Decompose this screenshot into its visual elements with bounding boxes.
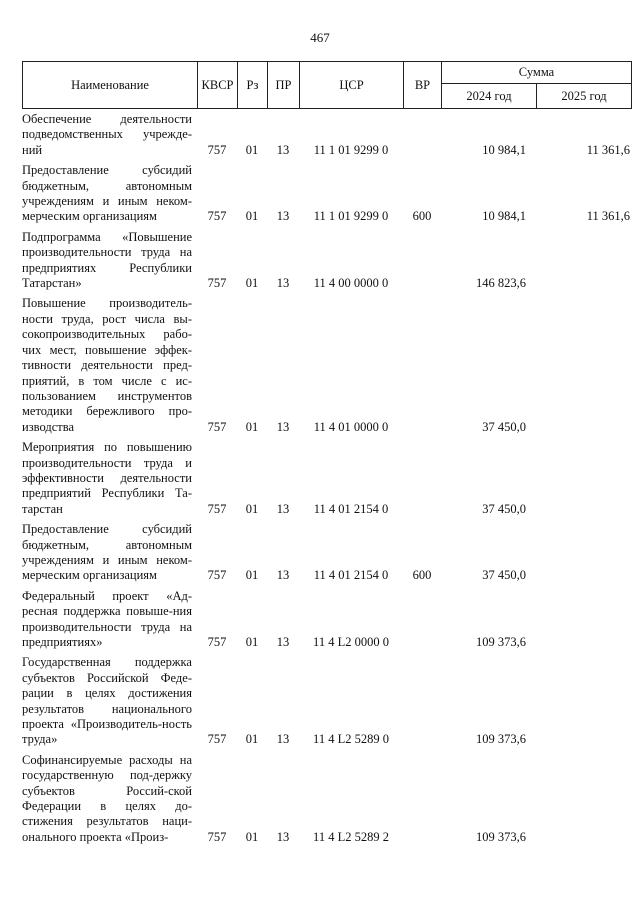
row-sum-2024: 37 450,0 [482,568,526,583]
row-csr: 11 4 L2 5289 0 [313,732,389,747]
row-rz: 01 [245,568,259,583]
row-rz: 01 [245,419,259,434]
row-csr: 11 1 01 9299 0 [313,142,389,157]
row-vr: 600 [412,568,432,583]
row-sum-2024: 109 373,6 [476,635,526,649]
header-vr: ВР [404,62,442,108]
header-name: Наименование [23,62,198,108]
row-sum-2025: 11 361,6 [586,142,630,157]
table-row [22,440,632,517]
row-sum-2024: 37 450,0 [482,419,526,434]
row-kvsr: 757 [207,419,227,434]
row-sum-2024: 109 373,6 [476,829,526,844]
row-csr: 11 4 00 0000 0 [313,276,389,291]
page-number: 467 [310,30,330,45]
row-csr: 11 1 01 9299 0 [313,209,389,224]
row-sum-2024: 10 984,1 [482,142,526,157]
header-rz: Рз [238,62,268,108]
row-rz: 01 [245,829,259,844]
table-row [22,522,632,584]
row-csr: 11 4 01 0000 0 [313,419,389,434]
row-csr: 11 4 L2 5289 2 [313,829,389,844]
table-row [22,753,632,845]
header-year-2025: 2025 год [561,88,607,103]
header-pr: ПР [268,62,300,108]
row-name: Федеральный проект «Ад-ресная поддержка повыше-ния производительности труда на предприятиях» [22,588,192,649]
table-row [22,230,632,292]
row-pr: 13 [276,142,290,157]
row-pr: 13 [276,635,290,649]
row-name: Подпрограмма «Повышение производительности труда на предприятиях Республики Татарстан» [22,229,192,291]
row-kvsr: 757 [207,732,227,747]
row-pr: 13 [276,501,290,516]
row-sum-2025: 11 361,6 [586,209,630,224]
table-row [22,112,632,158]
row-pr: 13 [276,419,290,434]
row-csr: 11 4 L2 0000 0 [313,635,389,649]
row-sum-2024: 37 450,0 [482,501,526,516]
row-rz: 01 [245,501,259,516]
row-name: Предоставление субсидий бюджетным, автономным учреждениям и иным неком-мерческим организациям [22,163,192,224]
row-sum-2024: 109 373,6 [476,732,526,747]
row-kvsr: 757 [207,829,227,844]
row-name: Мероприятия по повышению производительности труда и эффективности деятельности предприятий Республики Та-тарстан [22,440,192,516]
row-kvsr: 757 [207,635,227,649]
row-pr: 13 [276,732,290,747]
row-csr: 11 4 01 2154 0 [313,568,389,583]
table-row [22,589,632,651]
row-kvsr: 757 [207,501,227,516]
header-csr: ЦСР [300,62,404,108]
row-rz: 01 [245,142,259,157]
row-pr: 13 [276,276,290,291]
row-name: Повышение производитель-ности труда, рост числа вы-сокопроизводительных рабо-чих мест, повышение эффек-тивности деятельности пред-приятий, в том числе с ис-пользованием инструментов методики бережливого про-изводства [22,296,192,434]
row-csr: 11 4 01 2154 0 [313,501,389,516]
row-sum-2024: 10 984,1 [482,209,526,224]
row-vr: 600 [412,209,432,224]
header-sum: Сумма [442,62,631,84]
row-name: Софинансируемые расходы на государственную под-держку субъектов Россий-ской Федерации в целях до-стижения результатов наци-онального проекта «Произ- [22,752,192,844]
table-row [22,296,632,435]
table-row [22,655,632,747]
row-sum-2024: 146 823,6 [476,276,526,291]
row-pr: 13 [276,829,290,844]
row-name: Предоставление субсидий бюджетным, автономным учреждениям и иным неком-мерческим организациям [22,522,192,583]
row-name: Государственная поддержка субъектов Российской Феде-рации в целях достижения результатов национального проекта «Производитель-ность труда» [22,655,192,747]
row-pr: 13 [276,209,290,224]
row-kvsr: 757 [207,209,227,224]
row-rz: 01 [245,732,259,747]
row-rz: 01 [245,276,259,291]
header-kvsr: КВСР [198,62,238,108]
row-pr: 13 [276,568,290,583]
header-year-2024: 2024 год [442,84,537,108]
row-rz: 01 [245,209,259,224]
row-name: Обеспечение деятельности подведомственных учрежде-ний [22,112,192,157]
row-rz: 01 [245,635,259,649]
row-kvsr: 757 [207,142,227,157]
row-kvsr: 757 [207,568,227,583]
table-body [22,112,632,850]
table-row [22,163,632,225]
table-header [22,61,632,109]
row-kvsr: 757 [207,276,227,291]
